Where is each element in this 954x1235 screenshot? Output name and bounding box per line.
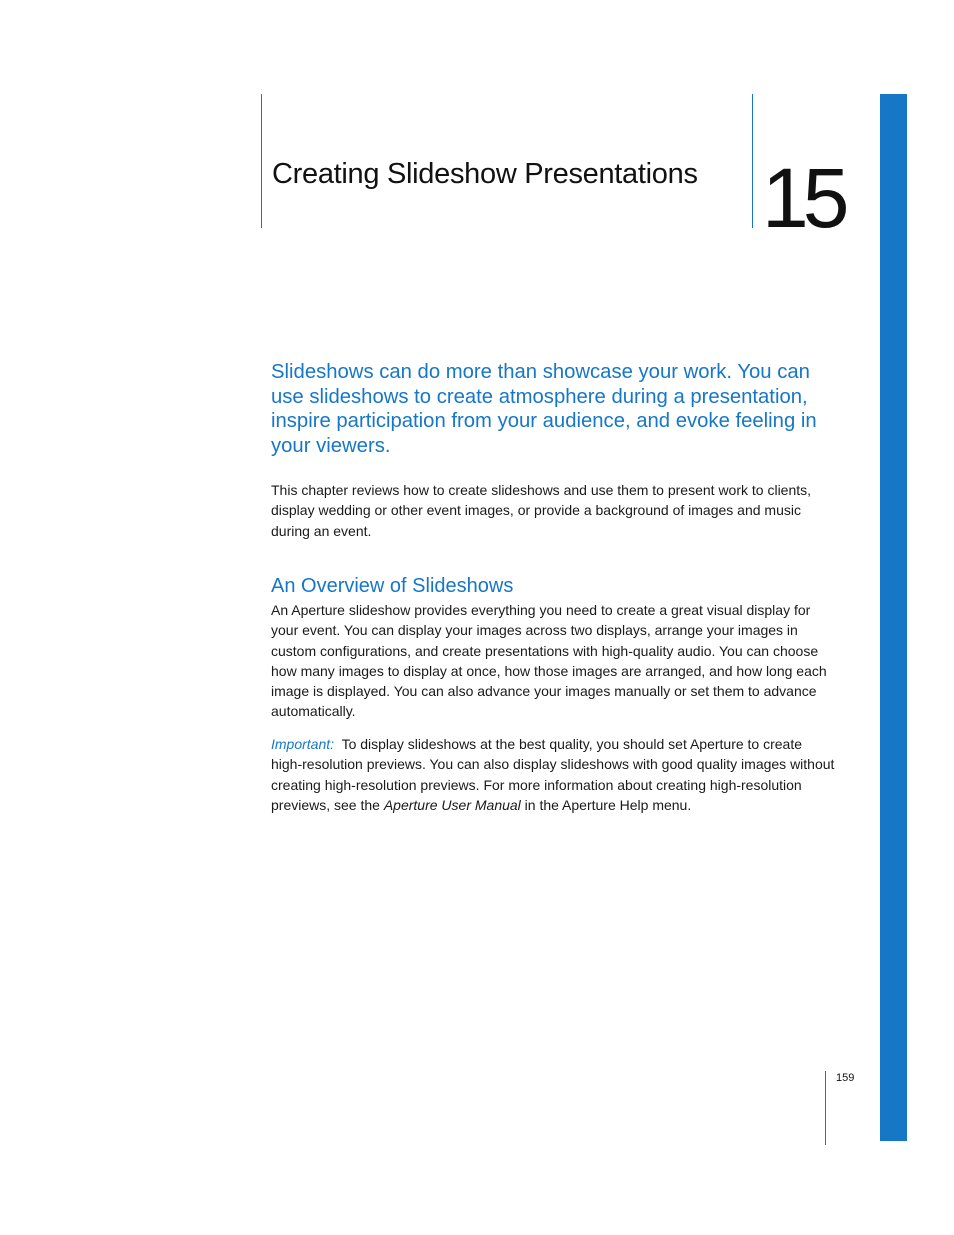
page-number: 159 [836,1072,855,1084]
section-paragraph: An Aperture slideshow provides everything you need to create a great visual display for your event. You can display your images across two displays, arrange your images in custom configurations, and create presentations with high-quality audio. You can choose how many images to display at once, how those images are arranged, and how long each image is displayed. You can also advance your images manually or set them to advance automatically. [271,602,827,720]
section-heading: An Overview of Slideshows [271,575,514,597]
header-rule-middle [752,94,753,228]
manual-title: Aperture User Manual [383,796,521,813]
important-text-after: in the Aperture Help menu. [520,796,692,813]
chapter-title: Creating Slideshow Presentations [272,158,698,190]
chapter-overview-paragraph: This chapter reviews how to create slideshows and use them to present work to clients, display wedding or other event images, or provide a background of images and music during an event. [271,482,812,539]
header-rule-left [261,94,262,228]
important-label: Important: [271,736,335,752]
intro-paragraph: Slideshows can do more than showcase your work. You can use slideshows to create atmosphere during a presentation, inspire participation from your audience, and evoke feeling in your viewers. [271,361,817,458]
chapter-side-tab [880,94,907,1141]
important-text-before: To display slideshows at the best quality, you should set Aperture to create high-resolution previews. You can also display slideshows with good quality images without creating high-resolution previews. For more information about creating high-resolution previews, see the [271,736,835,813]
footer-rule [825,1071,826,1145]
chapter-number: 15 [762,151,844,245]
important-note [271,734,837,815]
